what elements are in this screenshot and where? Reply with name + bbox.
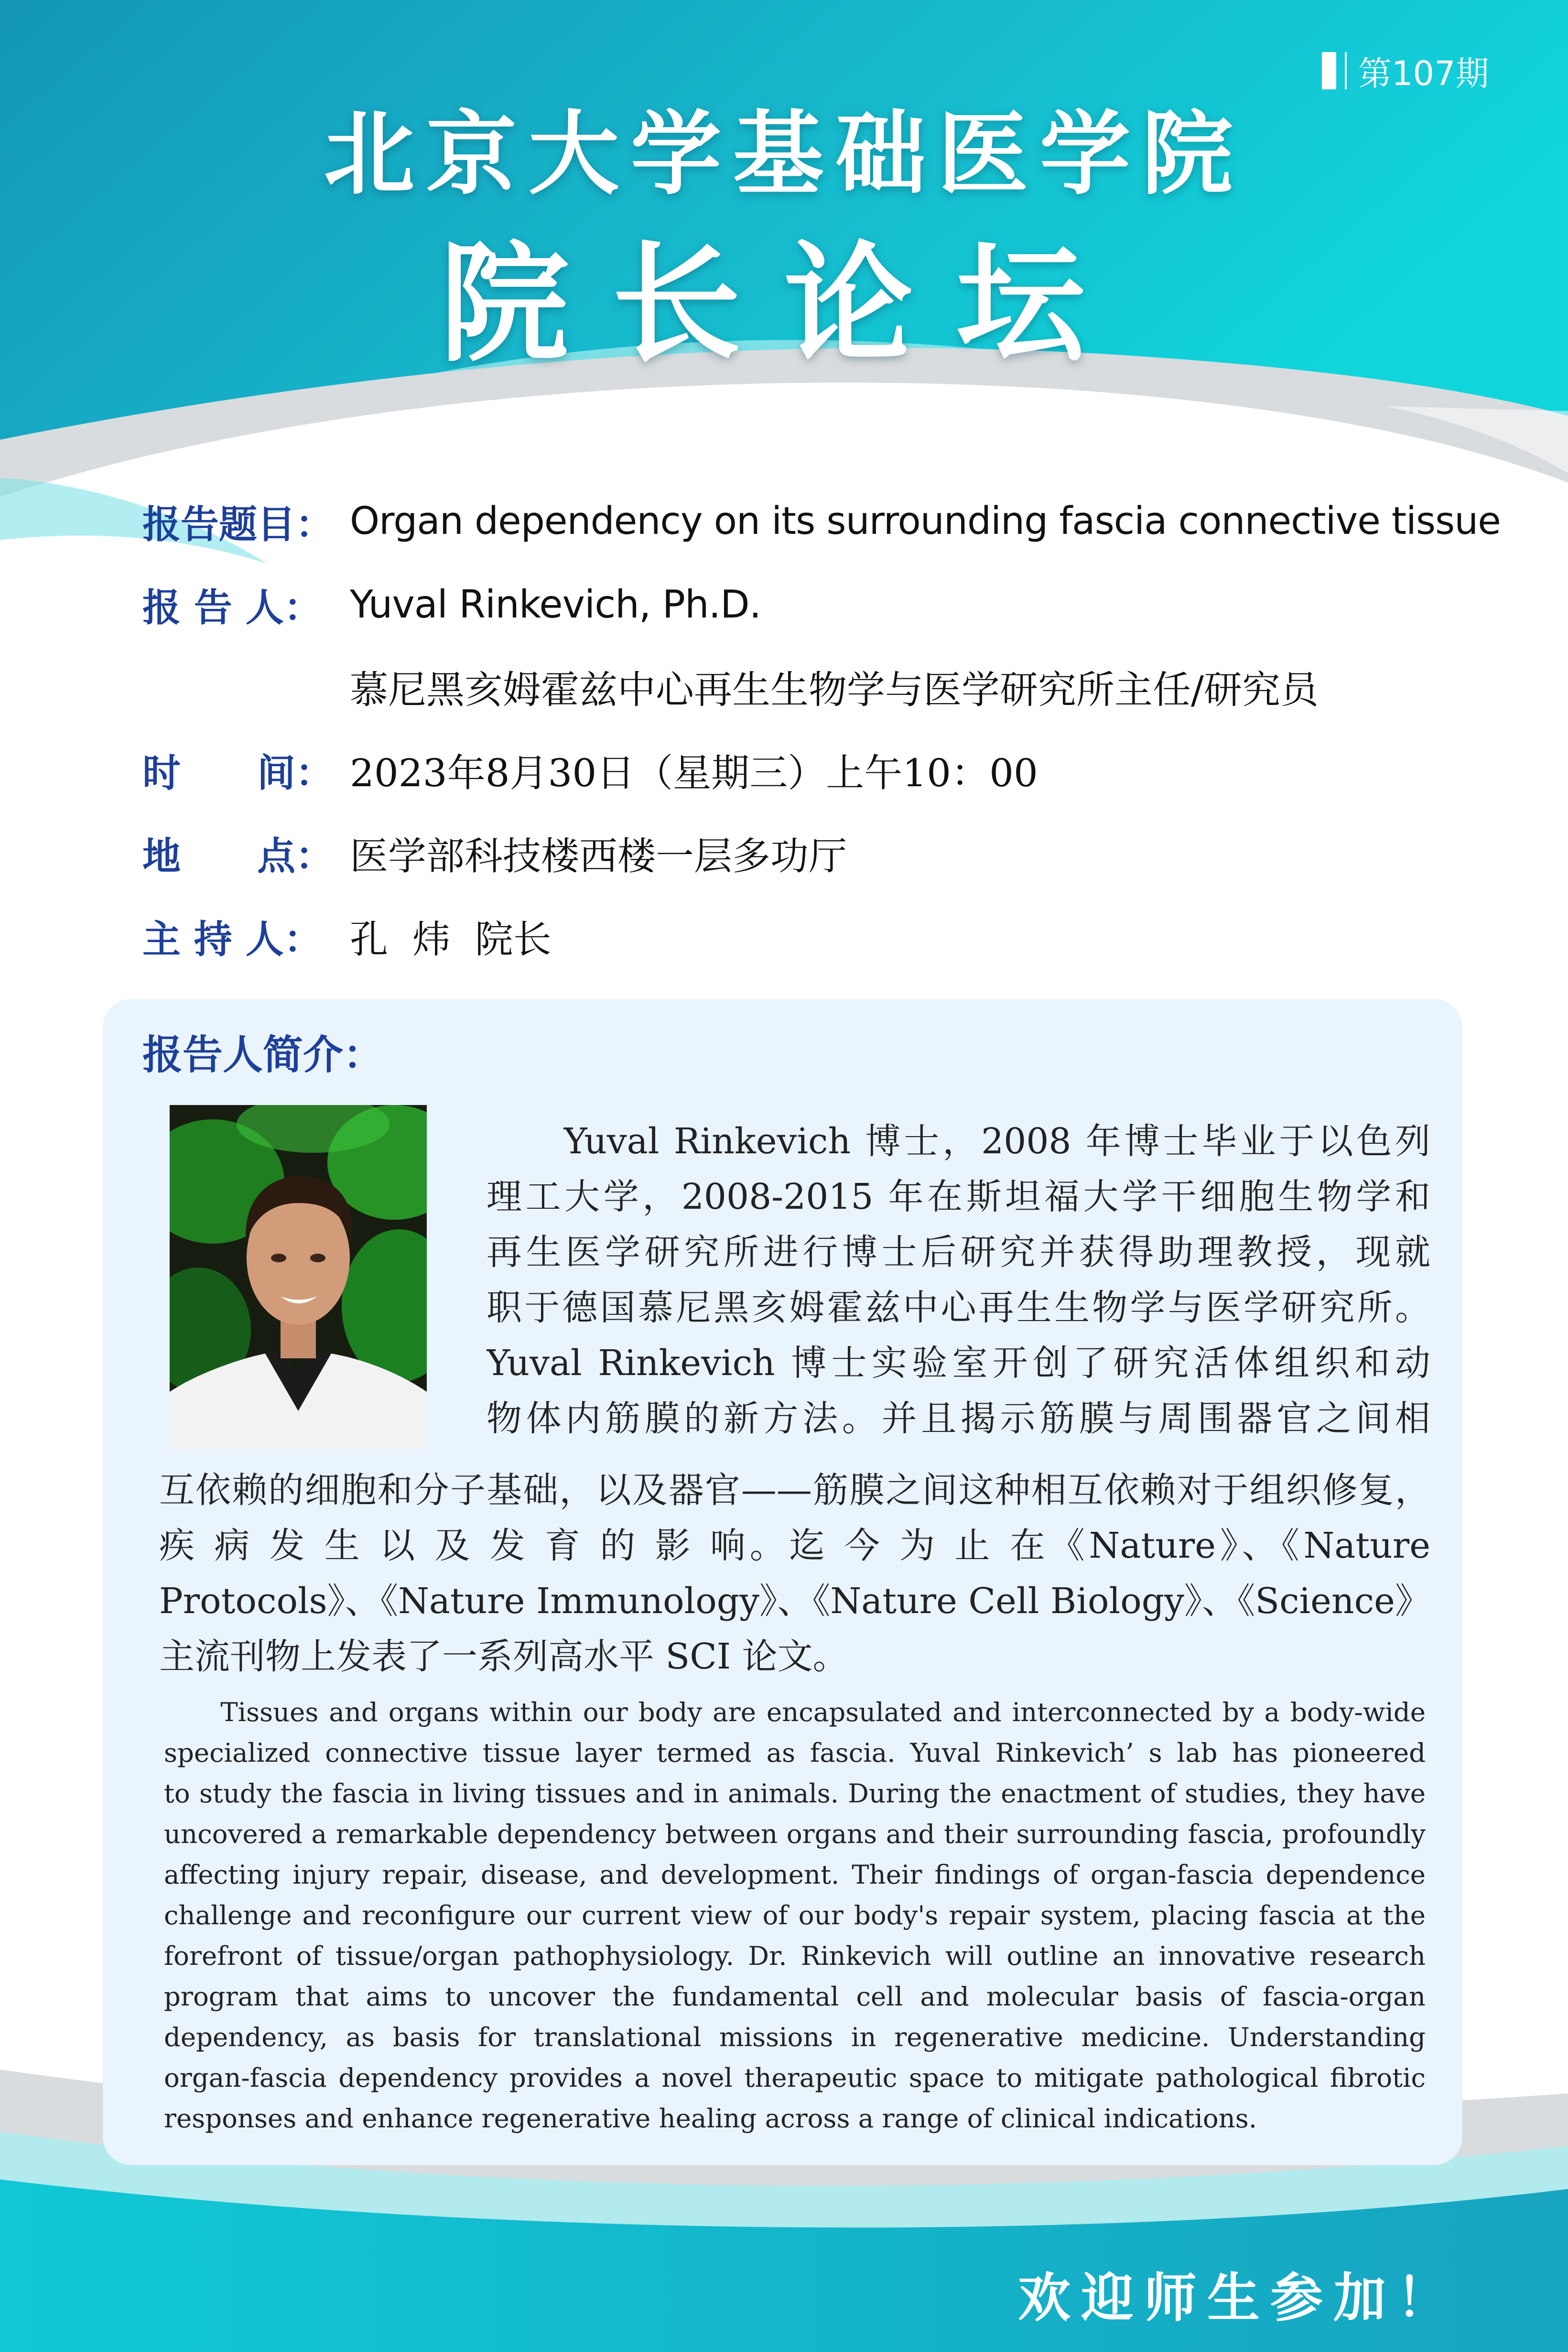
bio-zh-line: 再生医学研究所进行博士后研究并获得助理教授，现就	[487, 1232, 1430, 1273]
info-value-location: 医学部科技楼西楼一层多功厅	[350, 834, 847, 878]
info-value-speaker: Yuval Rinkevich, Ph.D.	[350, 582, 761, 627]
bio-zh-line: 互依赖的细胞和分子基础，以及器官——筋膜之间这种相互依赖对于组织修复，	[159, 1470, 1430, 1511]
info-label: 主 持 人：	[142, 917, 322, 962]
bio-zh-line: 职于德国慕尼黑亥姆霍兹中心再生生物学与医学研究所。	[487, 1287, 1430, 1328]
bio-en-line: challenge and reconfigure our current view of our body's repair system, placing fascia at the	[164, 1900, 1426, 1930]
bio-en-line: responses and enhance regenerative healing across a range of clinical indications.	[164, 2103, 1257, 2134]
bio-en-line: organ-fascia dependency provides a novel therapeutic space to mitigate pathological fibrotic	[164, 2062, 1426, 2093]
bio-en-line: Tissues and organs within our body are encapsulated and interconnected by a body-wide	[220, 1697, 1426, 1727]
info-row-location	[142, 824, 847, 881]
info-row-affiliation	[142, 658, 1319, 715]
bio-zh-line: 物体内筋膜的新方法。并且揭示筋膜与周围器官之间相	[487, 1398, 1430, 1439]
bio-en-line: affecting injury repair, disease, and development. Their findings of organ-fascia dependence	[164, 1859, 1426, 1890]
bio-en-line: dependency, as basis for translational missions in regenerative medicine. Understanding	[164, 2022, 1426, 2052]
bio-zh-line: 疾 病 发 生 以 及 发 育 的 影 响。迄 今 为 止 在《Nature》、《Nature	[159, 1525, 1430, 1566]
bio-zh-line: 理工大学，2008-2015 年在斯坦福大学干细胞生物学和	[487, 1176, 1430, 1217]
info-row-topic	[142, 492, 1501, 550]
bio-heading: 报告人简介：	[142, 1031, 384, 1078]
info-value-topic: Organ dependency on its surrounding fascia connective tissue	[350, 499, 1501, 543]
speaker-photo	[170, 1105, 427, 1449]
bio-zh-line: Yuval Rinkevich 博士，2008 年博士毕业于以色列	[487, 1121, 1430, 1162]
bio-en-line: uncovered a remarkable dependency between organs and their surrounding fascia, profoundly	[164, 1819, 1426, 1849]
issue-text: 第107期	[1358, 54, 1489, 93]
info-label: 报 告 人：	[142, 585, 322, 630]
info-label: 时 间：	[142, 750, 334, 795]
bio-en-line: program that aims to uncover the fundamental cell and molecular basis of fascia-organ	[164, 1981, 1426, 2012]
info-value-affiliation: 慕尼黑亥姆霍兹中心再生生物学与医学研究所主任/研究员	[350, 667, 1319, 712]
bio-en-line: forefront of tissue/organ pathophysiology. Dr. Rinkevich will outline an innovative research	[164, 1940, 1426, 1971]
info-row-speaker	[142, 575, 761, 633]
bio-en-line: to study the fascia in living tissues and in animals. During the enactment of studies, they have	[164, 1778, 1426, 1809]
info-value-time: 2023年8月30日（星期三）上午10：00	[350, 750, 1038, 795]
bio-zh-line: 主流刊物上发表了一系列高水平 SCI 论文。	[159, 1636, 848, 1677]
info-label: 地 点：	[142, 834, 334, 878]
institution-title: 北京大学基础医学院	[324, 101, 1244, 207]
info-label: 报告题目：	[142, 502, 334, 547]
bio-en-line: specialized connective tissue layer termed as fascia. Yuval Rinkevich’ s lab has pioneered	[164, 1737, 1426, 1768]
forum-title: 院长论坛	[440, 229, 1128, 379]
info-value-host: 孔 炜 院长	[350, 917, 552, 962]
bio-zh-line: Protocols》、《Nature Immunology》、《Nature Cell Biology》、《Science》	[159, 1581, 1430, 1622]
welcome-text: 欢迎师生参加！	[1018, 2267, 1460, 2329]
info-row-time	[142, 741, 1038, 798]
bio-zh-line: Yuval Rinkevich 博士实验室开创了研究活体组织和动	[487, 1343, 1430, 1384]
info-row-host	[142, 907, 552, 965]
